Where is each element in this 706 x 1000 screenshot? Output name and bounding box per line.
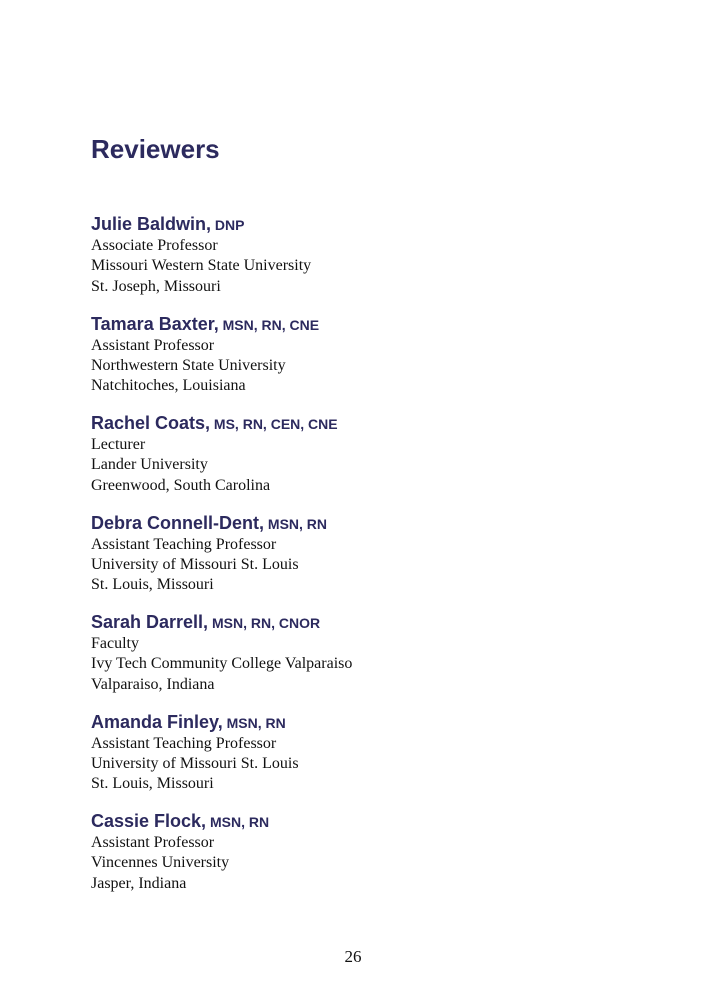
- reviewer-location: Jasper, Indiana: [91, 874, 187, 892]
- reviewer-name: Rachel Coats,: [91, 413, 211, 433]
- reviewer-entry: [91, 710, 651, 810]
- reviewer-name: Julie Baldwin,: [91, 214, 212, 234]
- reviewer-location: Greenwood, South Carolina: [91, 476, 271, 494]
- reviewer-location: Natchitoches, Louisiana: [91, 377, 246, 395]
- reviewer-heading: [91, 710, 651, 734]
- reviewer-entry: [91, 809, 651, 909]
- reviewer-heading: [91, 809, 651, 833]
- reviewer-location: St. Louis, Missouri: [91, 576, 214, 594]
- reviewer-role: Lecturer: [91, 436, 146, 453]
- reviewer-heading: [91, 212, 651, 236]
- reviewer-entry: [91, 610, 651, 710]
- reviewer-institution: University of Missouri St. Louis: [91, 555, 299, 573]
- reviewer-institution: Vincennes University: [91, 854, 230, 872]
- reviewer-name: Debra Connell-Dent,: [91, 512, 265, 533]
- reviewer-institution: Missouri Western State University: [91, 257, 312, 275]
- page-title: Reviewers: [91, 134, 220, 164]
- reviewer-credentials: MSN, RN: [264, 515, 328, 532]
- reviewer-location: St. Joseph, Missouri: [91, 277, 221, 295]
- reviewer-credentials: DNP: [211, 217, 245, 233]
- reviewer-role: Assistant Professor: [91, 336, 215, 354]
- reviewer-list: [91, 212, 651, 909]
- reviewer-role: Faculty: [91, 635, 139, 652]
- reviewer-role: Assistant Teaching Professor: [91, 535, 277, 553]
- reviewer-credentials: MSN, RN, CNOR: [208, 615, 321, 631]
- reviewer-name: Cassie Flock,: [91, 811, 207, 831]
- reviewer-entry: [91, 411, 651, 511]
- reviewer-location: Valparaiso, Indiana: [91, 675, 215, 693]
- reviewer-name: Sarah Darrell,: [91, 612, 209, 632]
- reviewer-institution: Ivy Tech Community College Valparaiso: [91, 655, 353, 673]
- reviewer-role: Assistant Professor: [91, 834, 215, 851]
- reviewer-heading: [91, 511, 651, 535]
- reviewer-role: Assistant Teaching Professor: [91, 734, 277, 752]
- reviewer-name: Tamara Baxter,: [91, 313, 219, 334]
- reviewer-role: Associate Professor: [91, 237, 218, 254]
- reviewer-location: St. Louis, Missouri: [91, 775, 214, 793]
- reviewer-heading: [91, 610, 651, 634]
- reviewer-entry: [91, 312, 651, 412]
- reviewer-credentials: MSN, RN: [206, 814, 270, 830]
- reviewer-entry: [91, 212, 651, 312]
- reviewer-heading: [91, 411, 651, 435]
- page-number: 26: [344, 947, 362, 966]
- reviewer-entry: [91, 511, 651, 611]
- reviewer-institution: Lander University: [91, 456, 208, 474]
- reviewer-credentials: MSN, RN, CNE: [218, 316, 320, 333]
- reviewer-credentials: MS, RN, CEN, CNE: [210, 416, 338, 432]
- reviewer-credentials: MSN, RN: [222, 714, 286, 731]
- reviewer-institution: Northwestern State University: [91, 356, 286, 374]
- reviewer-institution: University of Missouri St. Louis: [91, 754, 299, 772]
- reviewer-name: Amanda Finley,: [91, 711, 223, 732]
- reviewer-heading: [91, 312, 651, 336]
